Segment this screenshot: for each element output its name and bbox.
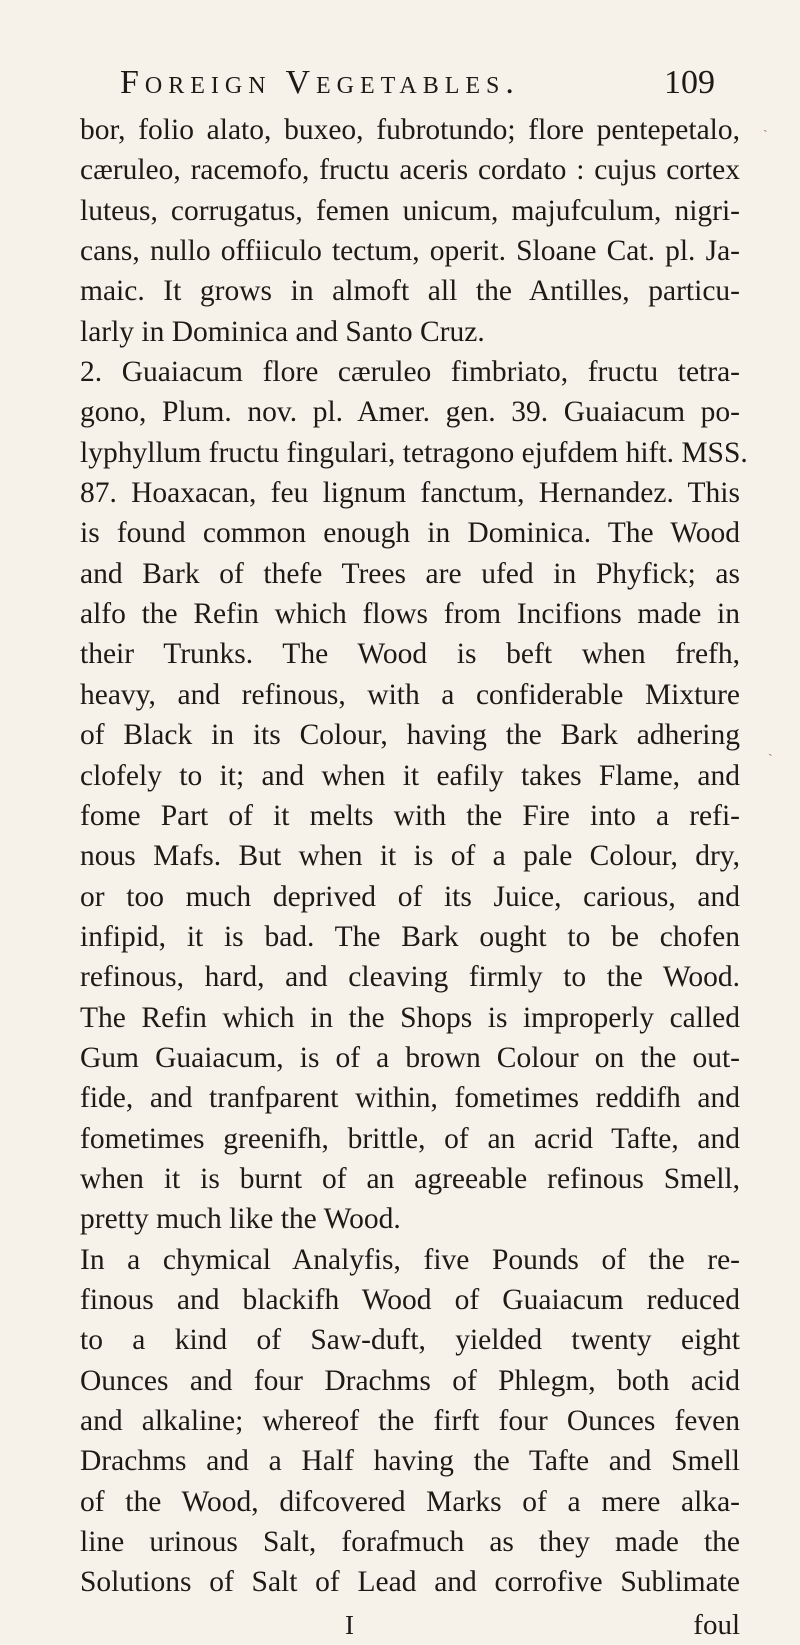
- text-line: and alkaline; whereof the firft four Ounces feven: [80, 1405, 740, 1437]
- text-line: fome Part of it melts with the Fire into a refi-: [80, 799, 740, 832]
- text-line: 87. Hoaxacan, feu lignum fanctum, Hernandez. This: [80, 477, 740, 510]
- text-line: of Black in its Colour, having the Bark adhering: [80, 719, 740, 752]
- text-line: of the Wood, difcovered Marks of a mere alka-: [80, 1485, 740, 1518]
- running-head: [80, 58, 740, 104]
- text-line: infipid, it is bad. The Bark ought to be chofen: [80, 920, 740, 953]
- text-line: fide, and tranfparent within, fometimes reddifh and: [80, 1082, 740, 1115]
- text-line: their Trunks. The Wood is beft when frefh,: [80, 638, 740, 671]
- signature-mark: I: [345, 1609, 354, 1640]
- text-line: line urinous Salt, forafmuch as they made the: [80, 1526, 740, 1559]
- text-line: The Refin which in the Shops is improperly called: [80, 1001, 740, 1034]
- body-text: [80, 110, 748, 1603]
- paper-fleck: ˎ: [768, 742, 773, 757]
- text-line: or too much deprived of its Juice, carious, and: [80, 880, 740, 913]
- text-line: and Bark of thefe Trees are ufed in Phyfick; as: [80, 557, 740, 590]
- text-line: Ounces and four Drachms of Phlegm, both acid: [80, 1364, 740, 1397]
- text-line: 2. Guaiacum flore cæruleo fimbriato, fructu tetra-: [80, 356, 740, 389]
- text-line: luteus, corrugatus, femen unicum, majufculum, nigri-: [80, 194, 740, 227]
- text-line: Gum Guaiacum, is of a brown Colour on the out-: [80, 1041, 740, 1074]
- text-line: lyphyllum fructu fingulari, tetragono ejufdem hift. MSS.: [80, 436, 748, 469]
- text-line: is found common enough in Dominica. The Wood: [80, 517, 740, 550]
- text-line: cæruleo, racemofo, fructu aceris cordato : cujus cortex: [80, 154, 740, 187]
- catchword: foul: [693, 1608, 740, 1641]
- text-line: Solutions of Salt of Lead and corrofive Sublimate: [80, 1566, 740, 1599]
- text-line: maic. It grows in almoft all the Antilles, particu-: [80, 275, 740, 308]
- text-line: refinous, hard, and cleaving firmly to the Wood.: [80, 961, 740, 994]
- text-line: larly in Dominica and Santo Cruz.: [80, 315, 485, 348]
- text-line: clofely to it; and when it eafily takes Flame, and: [80, 759, 740, 792]
- text-line: Drachms and a Half having the Tafte and Smell: [80, 1445, 740, 1478]
- text-line: nous Mafs. But when it is of a pale Colour, dry,: [80, 840, 740, 873]
- running-title: Foreign Vegetables.: [120, 64, 520, 101]
- text-line: In a chymical Analyfis, five Pounds of the re-: [80, 1243, 740, 1276]
- text-line: bor, folio alato, buxeo, fubrotundo; flore pentepetalo,: [80, 114, 740, 146]
- page-footer: [80, 1605, 740, 1645]
- text-line: finous and blackifh Wood of Guaiacum reduced: [80, 1283, 740, 1316]
- page-number: 109: [664, 64, 715, 101]
- text-line: gono, Plum. nov. pl. Amer. gen. 39. Guaiacum po-: [80, 396, 740, 429]
- text-line: fometimes greenifh, brittle, of an acrid Tafte, and: [80, 1122, 740, 1155]
- text-line: cans, nullo offiiculo tectum, operit. Sloane Cat. pl. Ja-: [80, 235, 740, 268]
- text-line: heavy, and refinous, with a confiderable Mixture: [80, 678, 740, 711]
- paper-fleck: ˎ: [763, 118, 768, 133]
- text-line: pretty much like the Wood.: [80, 1203, 401, 1236]
- text-line: to a kind of Saw-duft, yielded twenty eight: [80, 1324, 740, 1357]
- text-line: when it is burnt of an agreeable refinous Smell,: [80, 1162, 740, 1195]
- text-line: alfo the Refin which flows from Incifions made in: [80, 598, 740, 631]
